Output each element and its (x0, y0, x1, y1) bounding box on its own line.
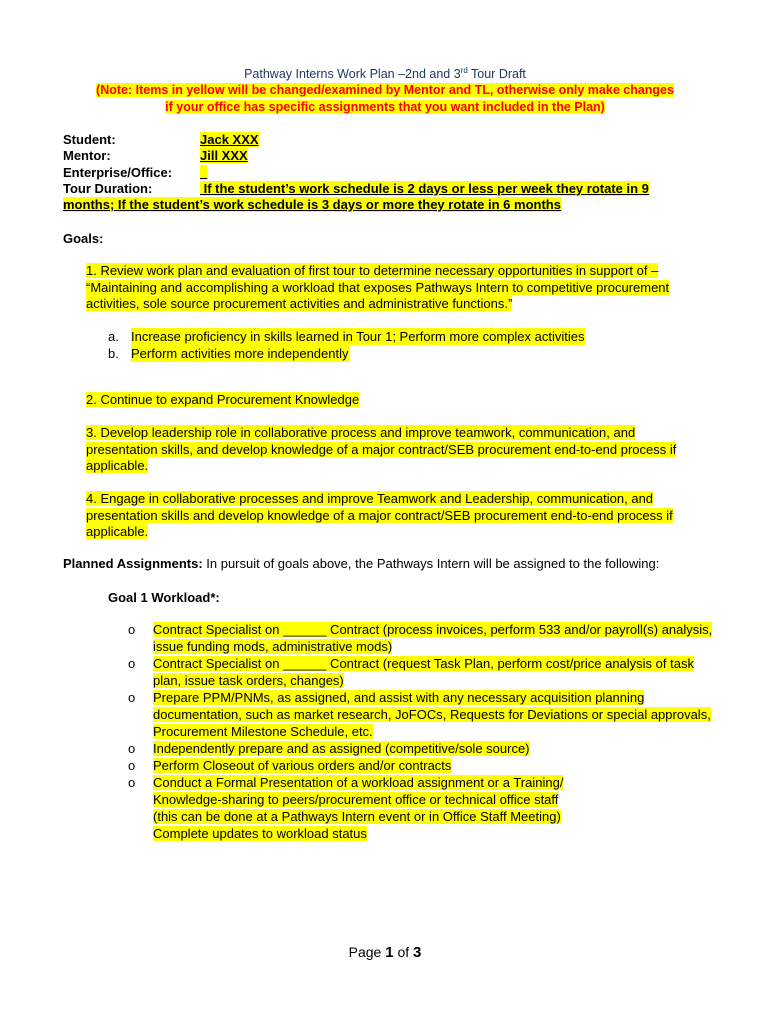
student-label: Student: (63, 132, 116, 147)
workload-item-6-line-2: Knowledge-sharing to peers/procurement office or technical office staff (153, 792, 559, 807)
goal-3-text: 3. Develop leadership role in collaborative process and improve teamwork, communication, and presentation skills, and develop knowledge of a major contract/SEB procurement end-to-end process if applicable. (86, 425, 677, 473)
workload-item-1-text: Contract Specialist on ______ Contract (process invoices, perform 533 and/or payroll(s) analysis, issue funding mods, administrative mods) (153, 622, 713, 654)
workload-item-6-line-4: Complete updates to workload status (153, 826, 367, 841)
footer-page-label: Page (348, 944, 386, 960)
workload-item-1 (128, 621, 718, 655)
goal-2-text: 2. Continue to expand Procurement Knowledge (86, 392, 360, 407)
page-footer (0, 944, 770, 961)
subitem-b-text: Perform activities more independently (131, 346, 349, 361)
page-title (0, 66, 770, 81)
planned-assignments (63, 556, 659, 571)
workload-item-2-text: Contract Specialist on ______ Contract (request Task Plan, perform cost/price analysis of task plan, issue task orders, changes) (153, 656, 694, 688)
subitem-a (108, 328, 668, 345)
workload-item-3-text: Prepare PPM/PNMs, as assigned, and assist with any necessary acquisition planning documentation, such as market research, JoFOCs, Requests for Deviations or special approvals, Procurement Milestone Schedule, etc. (153, 690, 711, 739)
note-line-1: (Note: Items in yellow will be changed/examined by Mentor and TL, otherwise only make changes (96, 83, 674, 97)
mentor-value: Jill XXX (200, 148, 248, 163)
workload-item-2 (128, 655, 718, 689)
goal-4-text: 4. Engage in collaborative processes and improve Teamwork and Leadership, communication, and presentation skills and develop knowledge of a major contract/SEB procurement end-to-end process if applicable. (86, 491, 673, 539)
student-value: Jack XXX (200, 132, 259, 147)
goal-2 (86, 392, 706, 409)
workload-item-6-line-1: Conduct a Formal Presentation of a workload assignment or a Training/ (153, 775, 564, 790)
goal-1-text: 1. Review work plan and evaluation of first tour to determine necessary opportunities in support of – “Maintaining and accomplishing a workload that exposes Pathways Intern to competitive procurement activities, sole source procurement activities and administrative functions.” (86, 263, 670, 311)
enterprise-field (63, 165, 207, 181)
planned-assignments-text: In pursuit of goals above, the Pathways Intern will be assigned to the following: (202, 556, 660, 571)
tour-duration-label: Tour Duration: (63, 181, 153, 196)
subitem-b (108, 345, 668, 362)
subitem-b-marker: b. (108, 346, 119, 361)
student-field (63, 132, 259, 148)
title-main: Pathway Interns Work Plan –2nd and 3 (244, 67, 461, 82)
workload-item-6 (128, 774, 718, 842)
bullet-marker: o (128, 758, 136, 773)
goals-heading: Goals: (63, 231, 104, 246)
tour-duration-field (63, 181, 649, 197)
subitem-a-marker: a. (108, 329, 119, 344)
workload-item-3 (128, 689, 718, 740)
title-superscript: rd (460, 66, 468, 75)
footer-of-label: of (393, 944, 414, 960)
note-block (60, 82, 710, 116)
title-suffix: Tour Draft (467, 67, 526, 82)
subitem-a-text: Increase proficiency in skills learned in Tour 1; Perform more complex activities (131, 329, 585, 344)
goal-1-subitems (108, 328, 668, 362)
footer-total-pages: 3 (413, 944, 422, 961)
planned-assignments-label: Planned Assignments: (63, 556, 203, 571)
mentor-label: Mentor: (63, 148, 111, 163)
mentor-field (63, 148, 248, 164)
bullet-marker: o (128, 775, 136, 790)
bullet-marker: o (128, 690, 136, 705)
workload-item-4 (128, 740, 718, 757)
tour-duration-value-1: If the student’s work schedule is 2 days or less per week they rotate in 9 (200, 181, 649, 196)
enterprise-label: Enterprise/Office: (63, 165, 173, 180)
workload-item-4-text: Independently prepare and as assigned (competitive/sole source) (153, 741, 530, 756)
bullet-marker: o (128, 622, 136, 637)
goal-1 (86, 263, 706, 313)
bullet-marker: o (128, 741, 136, 756)
workload-item-5 (128, 757, 718, 774)
footer-current-page: 1 (385, 944, 394, 961)
workload-list (128, 621, 718, 842)
tour-duration-value-2: months; If the student’s work schedule is 3 days or more they rotate in 6 months (63, 197, 561, 212)
goal-1-workload-heading: Goal 1 Workload*: (108, 590, 220, 605)
goal-3 (86, 425, 706, 475)
goal-4 (86, 491, 706, 541)
bullet-marker: o (128, 656, 136, 671)
workload-item-6-line-3: (this can be done at a Pathways Intern event or in Office Staff Meeting) (153, 809, 561, 824)
enterprise-value: _ (200, 165, 208, 180)
workload-item-5-text: Perform Closeout of various orders and/or contracts (153, 758, 452, 773)
note-line-2: if your office has specific assignments that you want included in the Plan) (165, 100, 605, 114)
